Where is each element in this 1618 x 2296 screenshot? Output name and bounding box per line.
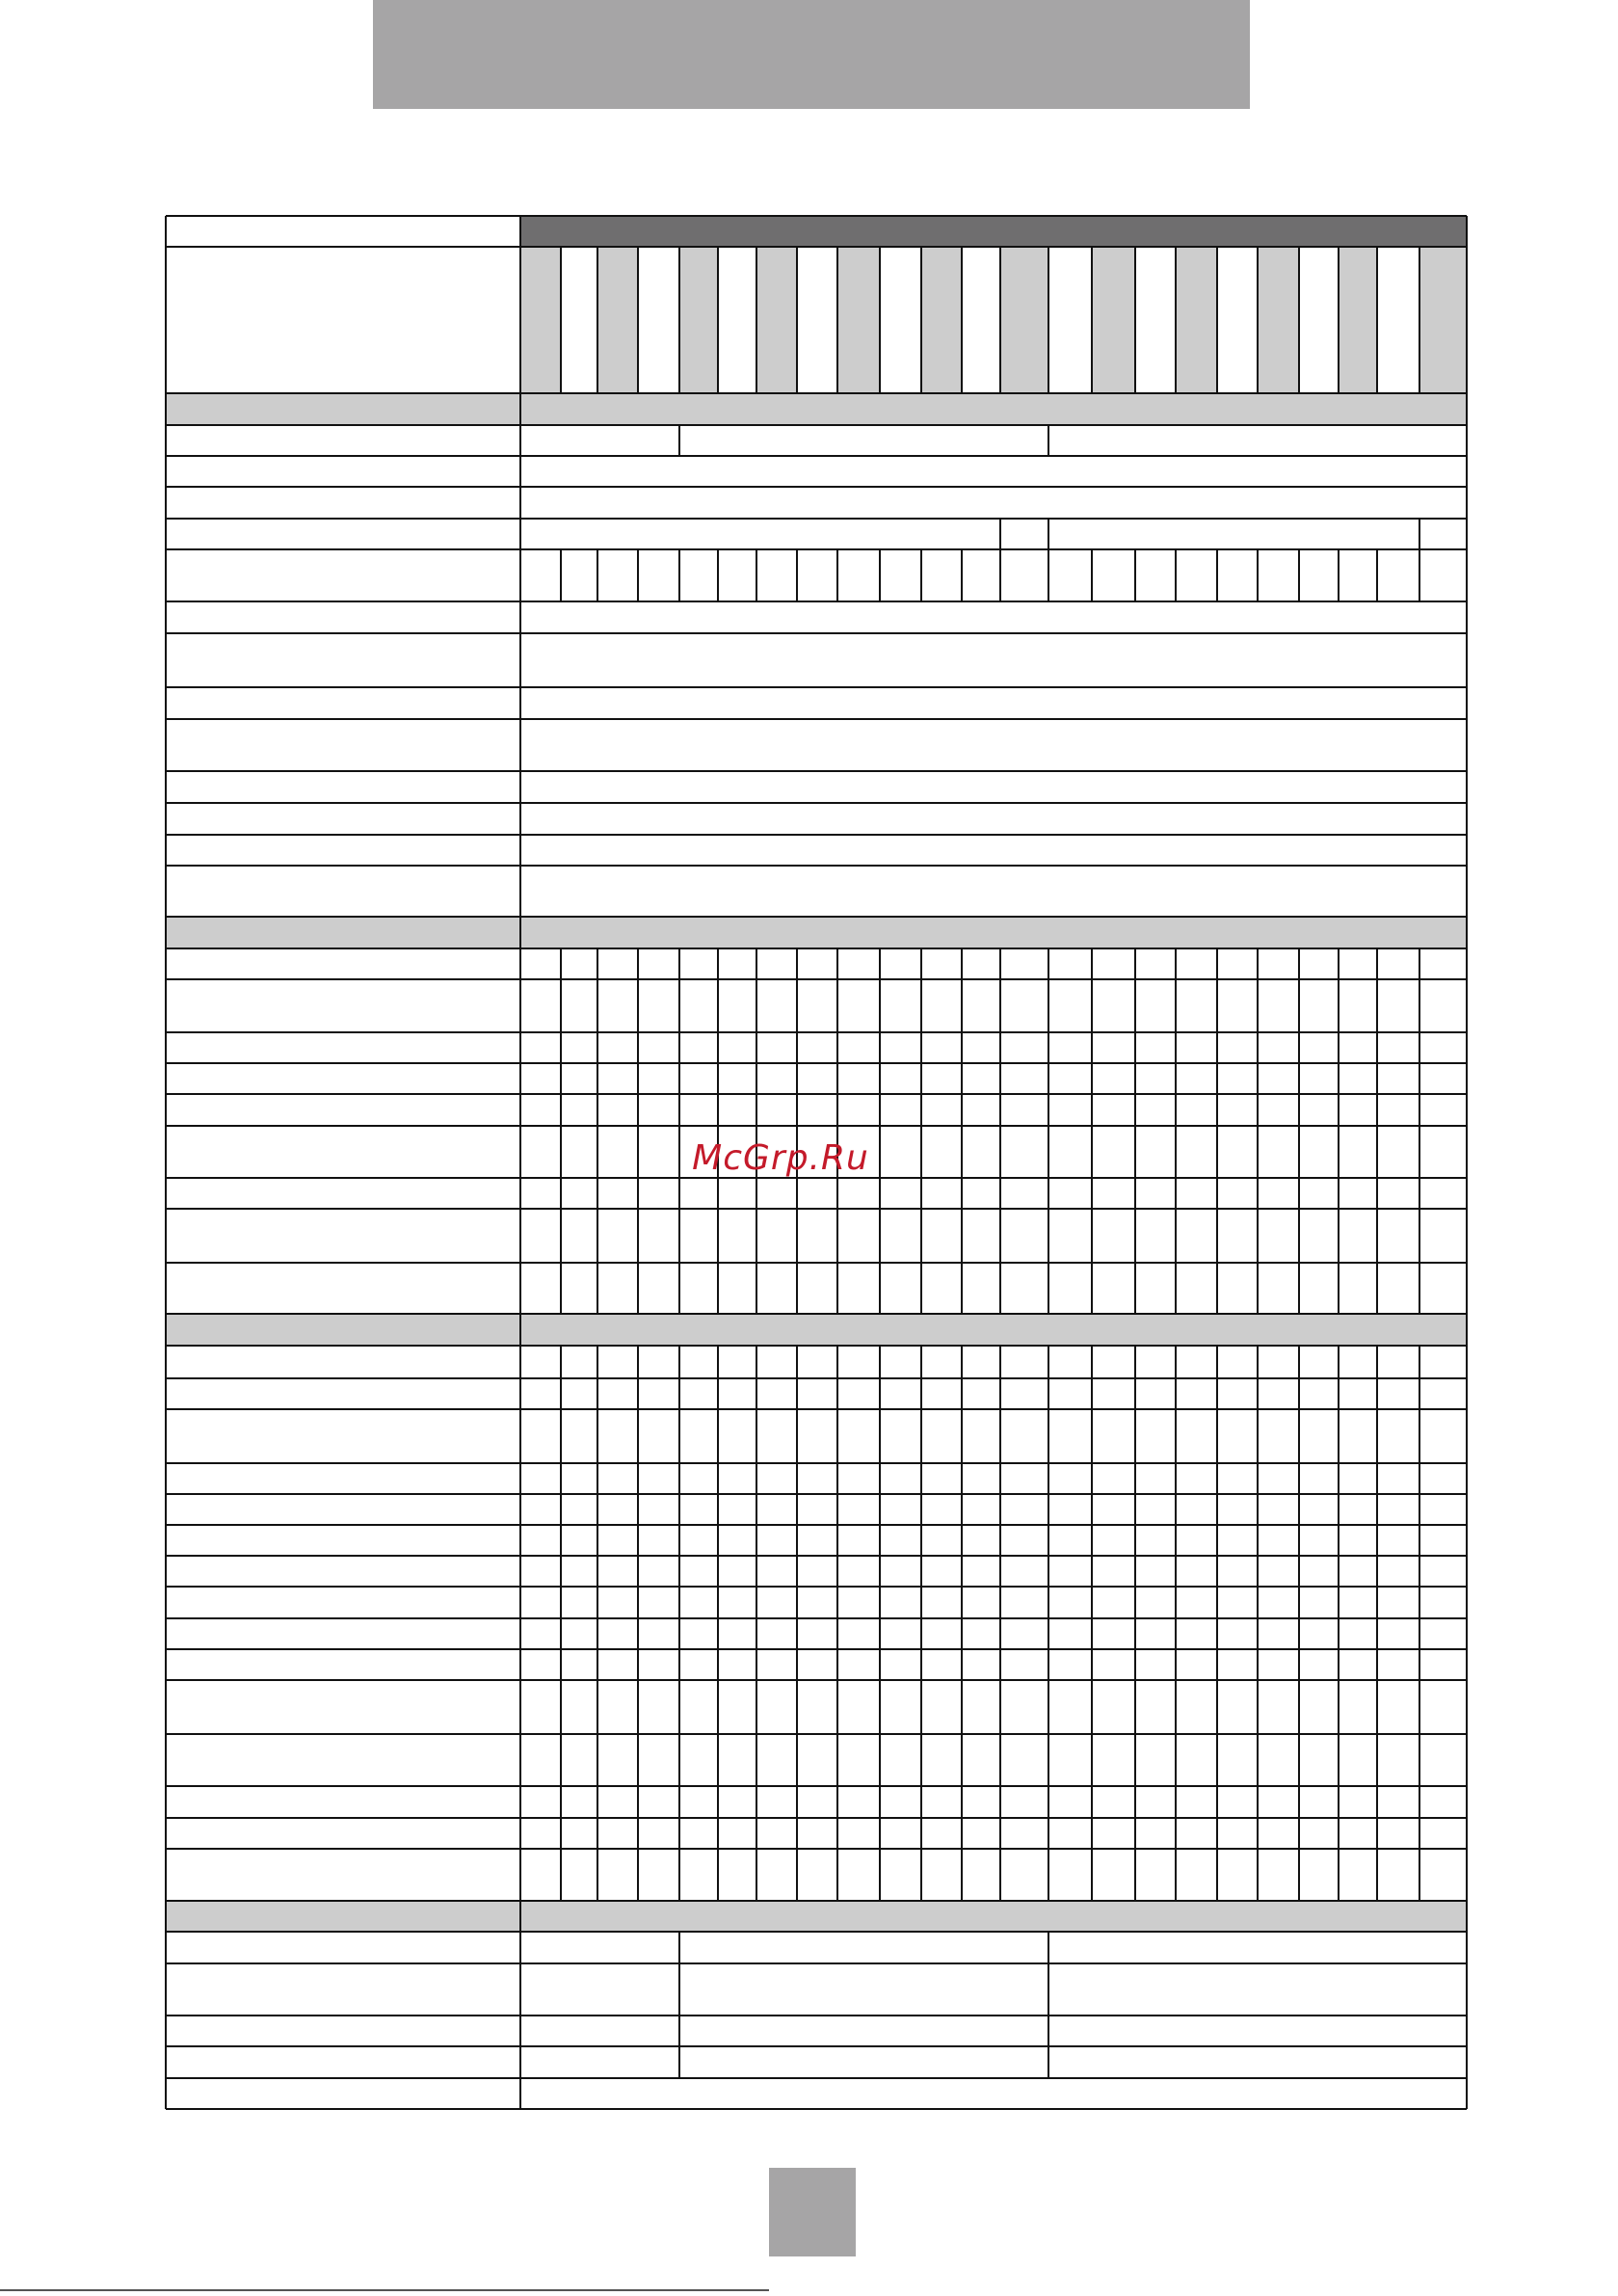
top-band [520,216,1467,247]
column-header-shade [1000,247,1048,393]
column-header-shade [597,247,638,393]
column-header-shade [1176,247,1217,393]
column-header-shade [837,247,880,393]
column-header-shade [756,247,797,393]
section-band [166,917,1467,948]
column-header-shade [1092,247,1135,393]
page-number-box [769,2168,856,2256]
column-header-shade [1339,247,1377,393]
watermark-text: McGrp.Ru [692,1138,869,1178]
column-header-shade [679,247,718,393]
column-header-shade [1419,247,1467,393]
section-band [166,1901,1467,1932]
section-band [166,1314,1467,1346]
column-header-shade [520,247,561,393]
column-header-shade [921,247,962,393]
section-band [166,393,1467,425]
column-header-shade [1258,247,1299,393]
footer-rule [0,2289,769,2291]
